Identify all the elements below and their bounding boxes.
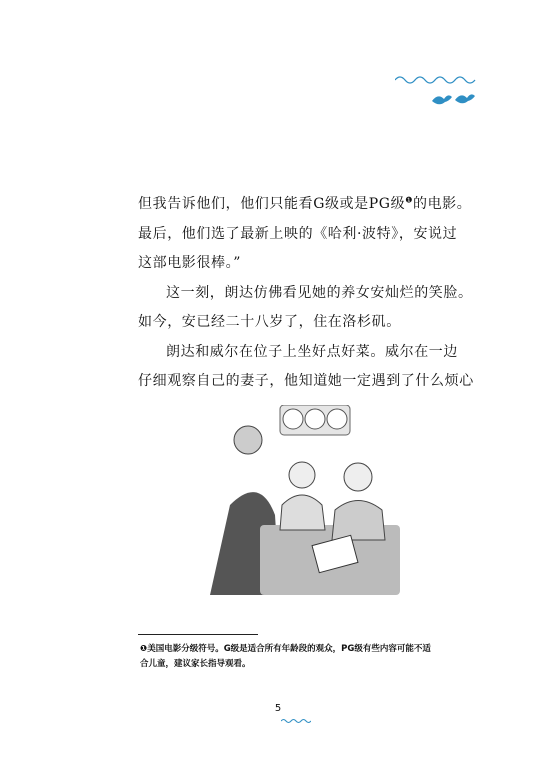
- wave-icon: [281, 718, 311, 724]
- paragraph: 如今，安已经二十八岁了，住在洛杉矶。: [138, 314, 401, 330]
- restaurant-illustration: [190, 405, 400, 605]
- footnote-mark[interactable]: ❶: [405, 195, 413, 205]
- footnote: ❶美国电影分级符号。G级是适合所有年龄段的观众，PG级有些内容可能不适 合儿童，建议家长指导观看。: [140, 644, 431, 669]
- paragraph: 最后，他们选了最新上映的《哈利·波特》，安说过: [138, 225, 458, 242]
- footnote-mark: ❶: [140, 644, 148, 654]
- bird-icon: [430, 92, 476, 110]
- footnote-divider: [138, 634, 258, 635]
- paragraph: 这部电影很棒。”: [138, 255, 241, 271]
- wave-decoration-icon: [395, 74, 477, 86]
- paragraph: 这一刻，朗达仿佛看见她的养女安灿烂的笑脸。: [166, 284, 473, 301]
- page-number: 5: [274, 703, 282, 714]
- paragraph: 但我告诉他们，他们只能看G级或是PG级$^❶$的电影。: [138, 195, 472, 212]
- paragraph: 朗达和威尔在位子上坐好点好菜。威尔在一边: [166, 343, 458, 360]
- paragraph: 仔细观察自己的妻子，他知道她一定遇到了什么烦心: [138, 373, 474, 389]
- body-text: [138, 190, 474, 397]
